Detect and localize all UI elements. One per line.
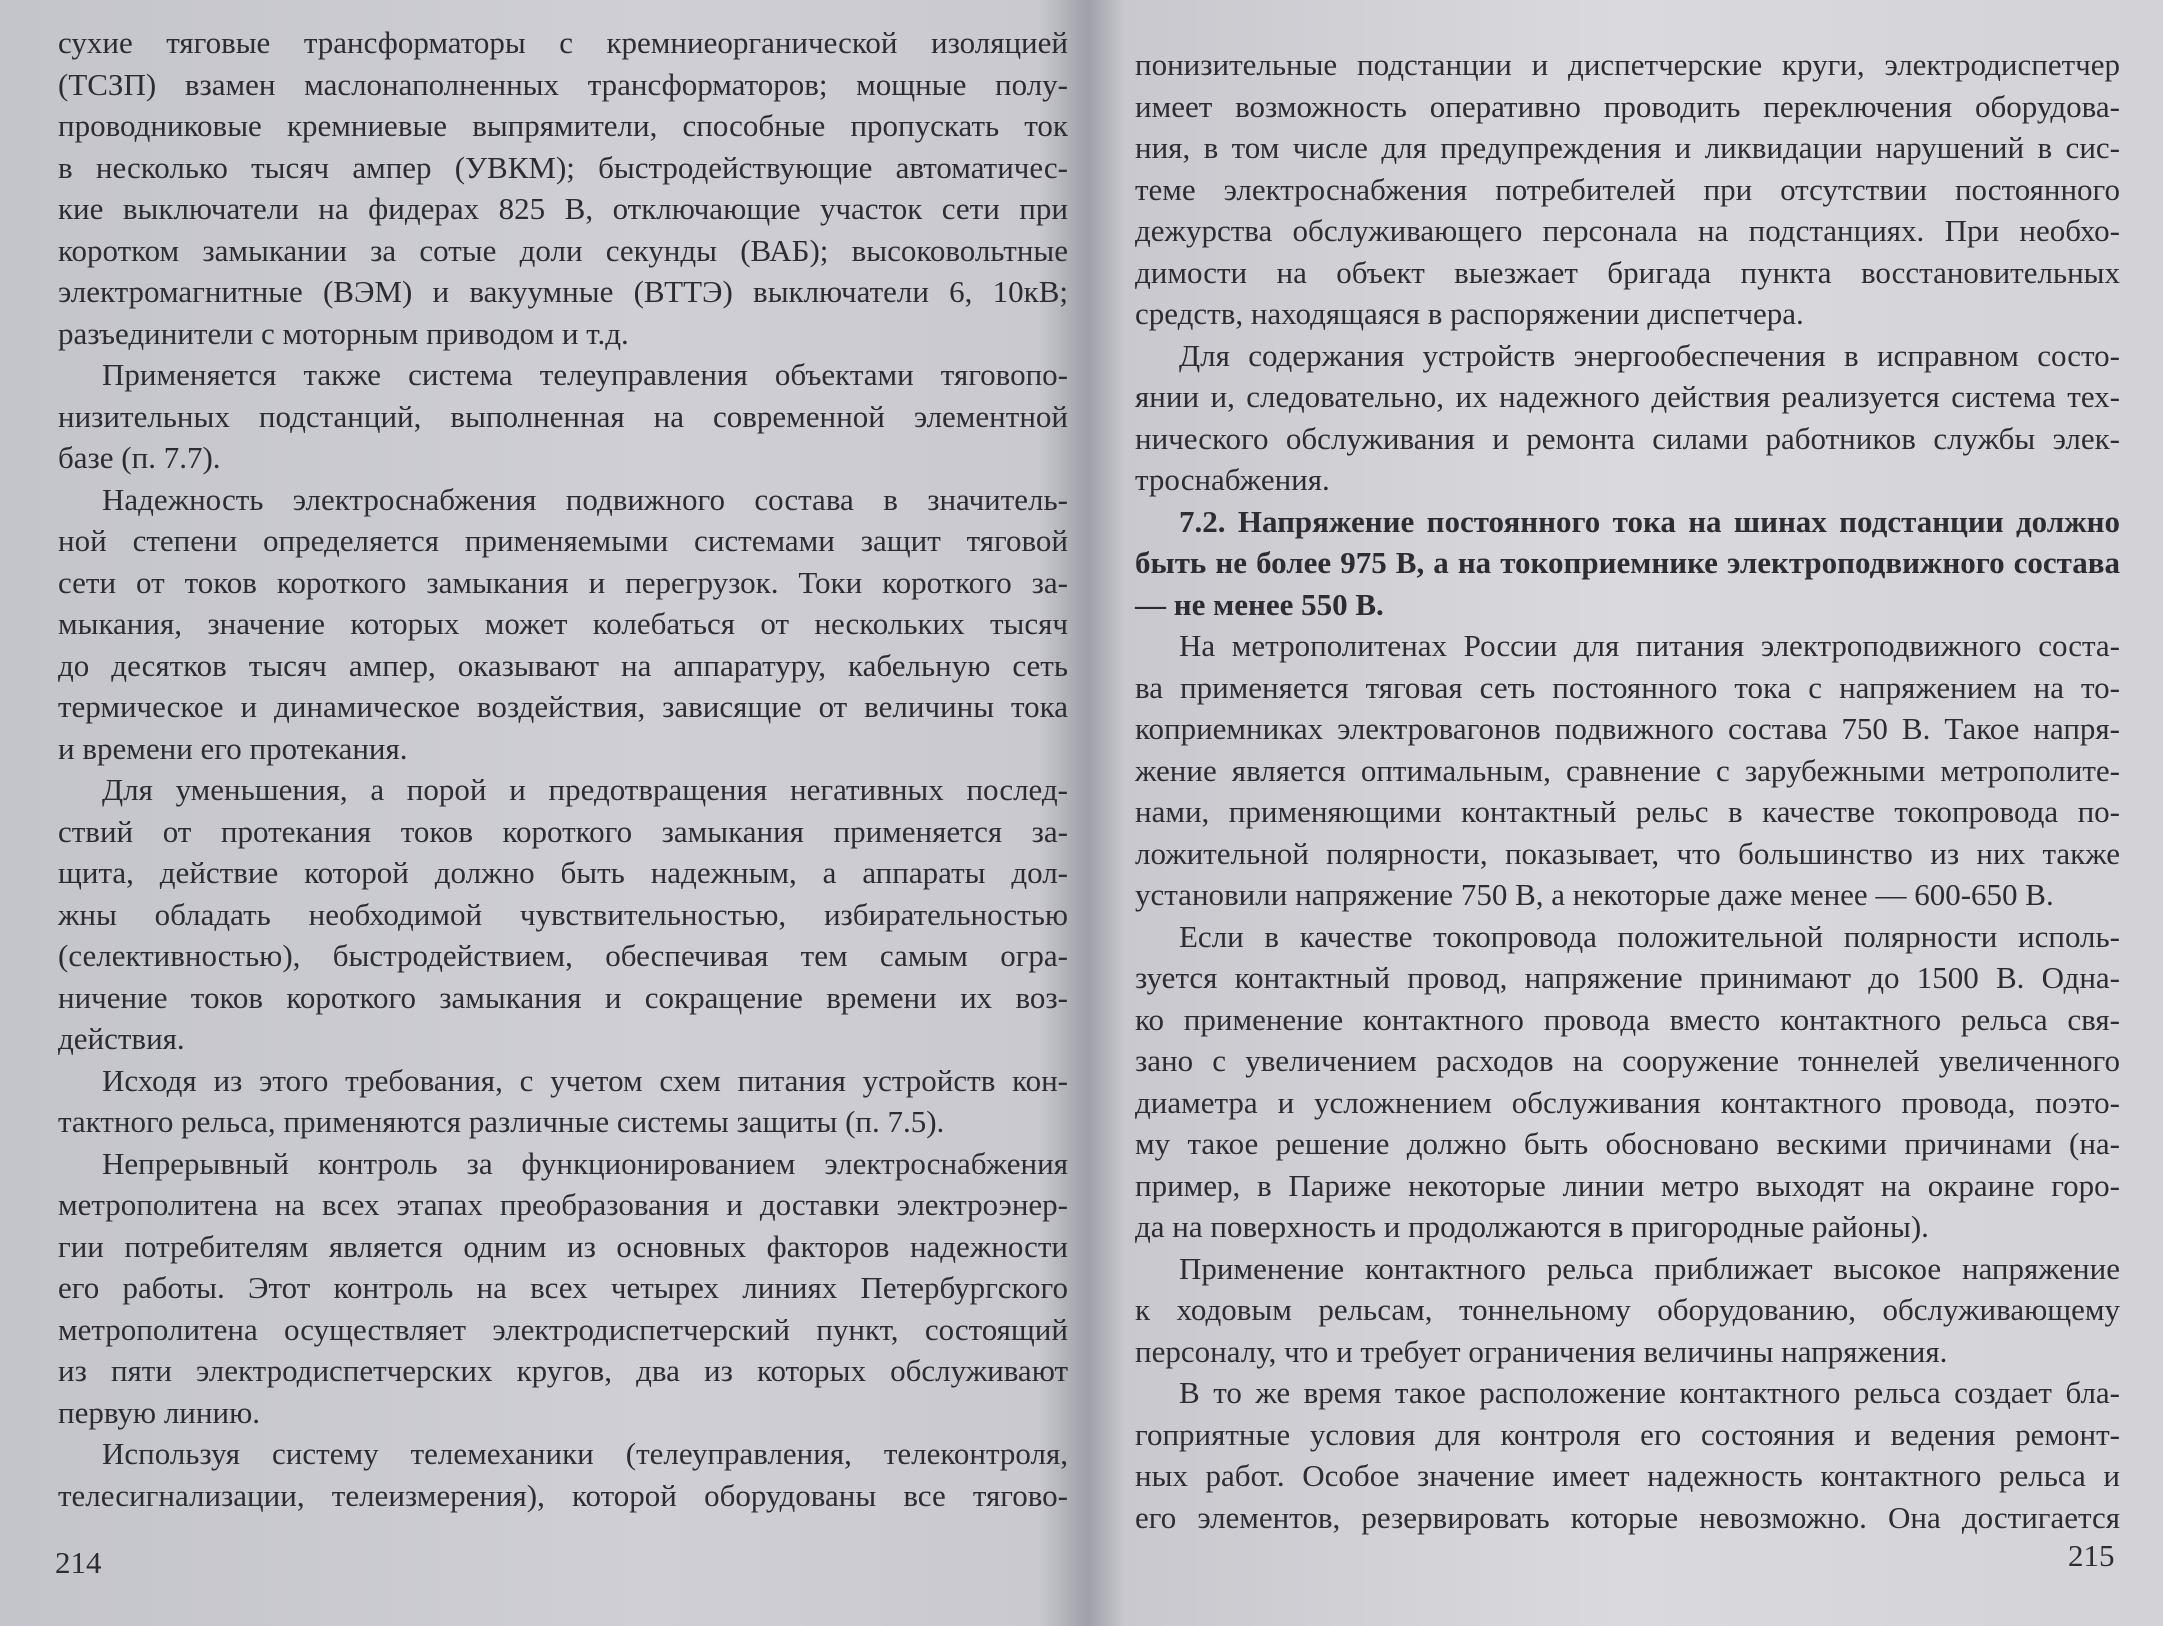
text-line: диаметра и усложнением обслуживания контактного провода, поэто- <box>1135 1084 2120 1120</box>
page-number-right: 215 <box>2068 1538 2115 1573</box>
text-line: ложительной полярности, показывает, что большинство из них также <box>1135 835 2120 871</box>
text-line: Исходя из этого требования, с учетом схем питания устройств кон- <box>102 1062 1068 1098</box>
text-line: кие выключатели на фидерах 825 В, отключающие участок сети при <box>58 191 1068 226</box>
text-line: янии и, следовательно, их надежного действия реализуется система тех- <box>1135 379 2120 414</box>
paragraph <box>1135 44 2120 335</box>
text-line: ствий от протекания токов короткого замыкания применяется за- <box>58 813 1068 849</box>
text-line: Если в качестве токопровода положительной полярности исполь- <box>1179 918 2120 954</box>
text-line: троснабжения. <box>1135 462 1330 497</box>
text-line: димости на объект выезжает бригада пункта восстановительных <box>1135 254 2120 290</box>
text-line: теме электроснабжения потребителей при отсутствии постоянного <box>1135 171 2120 207</box>
text-line: дежурства обслуживающего персонала на подстанциях. При необхо- <box>1135 213 2120 248</box>
text-line: Используя систему телемеханики (телеуправления, телеконтроля, <box>102 1436 1068 1471</box>
section-heading <box>1135 501 2120 626</box>
text-line: му такое решение должно быть обосновано вескими причинами (на- <box>1135 1126 2120 1161</box>
text-line: нического обслуживания и ремонта силами работников службы элек- <box>1135 420 2120 456</box>
paragraph <box>58 22 1068 354</box>
paragraph <box>58 1143 1068 1434</box>
text-line: до десятков тысяч ампер, оказывают на аппаратуру, кабельную сеть <box>58 647 1068 683</box>
paragraph <box>1135 335 2120 501</box>
text-line: ко применение контактного провода вместо контактного рельса свя- <box>1135 1001 2120 1037</box>
text-line: и времени его протекания. <box>58 730 408 766</box>
text-line: (селективностью), быстродействием, обеспечивая тем самым огра- <box>58 938 1068 973</box>
text-line: да на поверхность и продолжаются в пригородные районы). <box>1135 1209 1929 1244</box>
text-line: Для уменьшения, а порой и предотвращения негативных послед- <box>102 772 1068 807</box>
left-page <box>58 0 1068 1626</box>
text-line: сети от токов короткого замыкания и перегрузок. Токи короткого за- <box>58 564 1068 600</box>
text-line: Надежность электроснабжения подвижного состава в значитель- <box>102 481 1068 517</box>
text-line: низительных подстанций, выполненная на современной элементной <box>58 398 1068 434</box>
text-line: ва применяется тяговая сеть постоянного тока с напряжением на то- <box>1135 669 2120 705</box>
paragraph <box>58 1060 1068 1143</box>
paragraph <box>58 479 1068 770</box>
text-line: В то же время такое расположение контактного рельса создает бла- <box>1179 1375 2120 1410</box>
paragraph <box>1135 1372 2120 1538</box>
text-line: зано с увеличением расходов на сооружение тоннелей увеличенного <box>1135 1043 2120 1078</box>
text-line: проводниковые кремниевые выпрямители, способные пропускать ток <box>58 108 1068 143</box>
text-line: пример, в Париже некоторые линии метро выходят на окраине горо- <box>1135 1167 2120 1203</box>
text-line: ных работ. Особое значение имеет надежность контактного рельса и <box>1135 1458 2120 1493</box>
text-line: термическое и динамическое воздействия, зависящие от величины тока <box>58 689 1068 724</box>
text-line: Применение контактного рельса приближает высокое напряжение <box>1179 1250 2120 1286</box>
text-line: тактного рельса, применяются различные системы защиты (п. 7.5). <box>58 1104 945 1139</box>
text-line: мыкания, значение которых может колебаться от нескольких тысяч <box>58 606 1068 641</box>
paragraph <box>58 1433 1068 1516</box>
text-line: зуется контактный провод, напряжение принимают до 1500 В. Одна- <box>1135 960 2120 995</box>
left-page-text <box>58 22 1068 1516</box>
right-page-text <box>1135 44 2120 1538</box>
text-line: из пяти электродиспетчерских кругов, два из которых обслуживают <box>58 1353 1068 1388</box>
text-line: метрополитена на всех этапах преобразования и доставки электроэнер- <box>58 1187 1068 1222</box>
text-line: базе (п. 7.7). <box>58 440 221 475</box>
text-line: средств, находящаяся в распоряжении диспетчера. <box>1135 296 1804 331</box>
text-line: коротком замыкании за сотые доли секунды (ВАБ); высоковольтные <box>58 232 1068 268</box>
text-line: понизительные подстанции и диспетчерские круги, электродиспетчер <box>1135 47 2120 82</box>
paragraph <box>1135 1248 2120 1373</box>
page-number-left: 214 <box>55 1545 102 1580</box>
text-line: жны обладать необходимой чувствительностью, избирательностью <box>58 896 1068 932</box>
text-line: На метрополитенах России для питания электроподвижного соста- <box>1179 628 2120 663</box>
text-line: электромагнитные (ВЭМ) и вакуумные (ВТТЭ) выключатели 6, 10кВ; <box>58 274 1068 309</box>
paragraph <box>58 769 1068 1060</box>
text-line: имеет возможность оперативно проводить переключения оборудова- <box>1135 88 2120 124</box>
text-line: его элементов, резервировать которые невозможно. Она достигается <box>1135 1499 2120 1535</box>
text-line: в несколько тысяч ампер (УВКМ); быстродействующие автоматичес- <box>58 149 1068 185</box>
text-line: быть не более 975 В, а на токоприемнике электроподвижного состава <box>1135 545 2120 580</box>
text-line: нами, применяющими контактный рельс в качестве токопровода по- <box>1135 794 2120 829</box>
text-line: разъединители с моторным приводом и т.д. <box>58 315 629 351</box>
text-line: установили напряжение 750 В, а некоторые даже менее — 600-650 В. <box>1135 877 2054 912</box>
text-line: к ходовым рельсам, тоннельному оборудованию, обслуживающему <box>1135 1292 2120 1327</box>
text-line: жение является оптимальным, сравнение с зарубежными метрополите- <box>1135 752 2120 788</box>
text-line: ничение токов короткого замыкания и сокращение времени их воз- <box>58 979 1068 1015</box>
right-page <box>1135 0 2120 1626</box>
paragraph <box>1135 916 2120 1248</box>
text-line: — не менее 550 В. <box>1135 586 1384 622</box>
text-line: сухие тяговые трансформаторы с кремниеорганической изоляцией <box>58 25 1068 60</box>
text-line: действия. <box>58 1021 185 1056</box>
text-line: Для содержания устройств энергообеспечения в исправном состо- <box>1179 337 2120 373</box>
text-line: метрополитена осуществляет электродиспетчерский пункт, состоящий <box>58 1311 1068 1347</box>
text-line: ния, в том числе для предупреждения и ликвидации нарушений в сис- <box>1135 130 2120 165</box>
paragraph <box>1135 625 2120 916</box>
text-line: Применяется также система телеуправления объектами тяговопо- <box>102 357 1068 392</box>
text-line: ной степени определяется применяемыми системами защит тяговой <box>58 523 1068 558</box>
text-line: 7.2. Напряжение постоянного тока на шинах подстанции должно <box>1179 503 2120 539</box>
text-line: персоналу, что и требует ограничения величины напряжения. <box>1135 1333 1948 1369</box>
text-line: телесигнализации, телеизмерения), которой оборудованы все тягово- <box>58 1477 1068 1513</box>
text-line: коприемниках электровагонов подвижного состава 750 В. Такое напря- <box>1135 711 2120 746</box>
text-line: гии потребителям является одним из основных факторов надежности <box>58 1228 1068 1264</box>
text-line: гоприятные условия для контроля его состояния и ведения ремонт- <box>1135 1416 2120 1452</box>
text-line: (ТСЗП) взамен маслонаполненных трансформаторов; мощные полу- <box>58 66 1068 102</box>
text-line: Непрерывный контроль за функционированием электроснабжения <box>102 1145 1068 1181</box>
text-line: его работы. Этот контроль на всех четырех линиях Петербургского <box>58 1270 1068 1305</box>
text-line: щита, действие которой должно быть надежным, а аппараты дол- <box>58 855 1068 890</box>
text-line: первую линию. <box>58 1394 260 1430</box>
paragraph <box>58 354 1068 479</box>
